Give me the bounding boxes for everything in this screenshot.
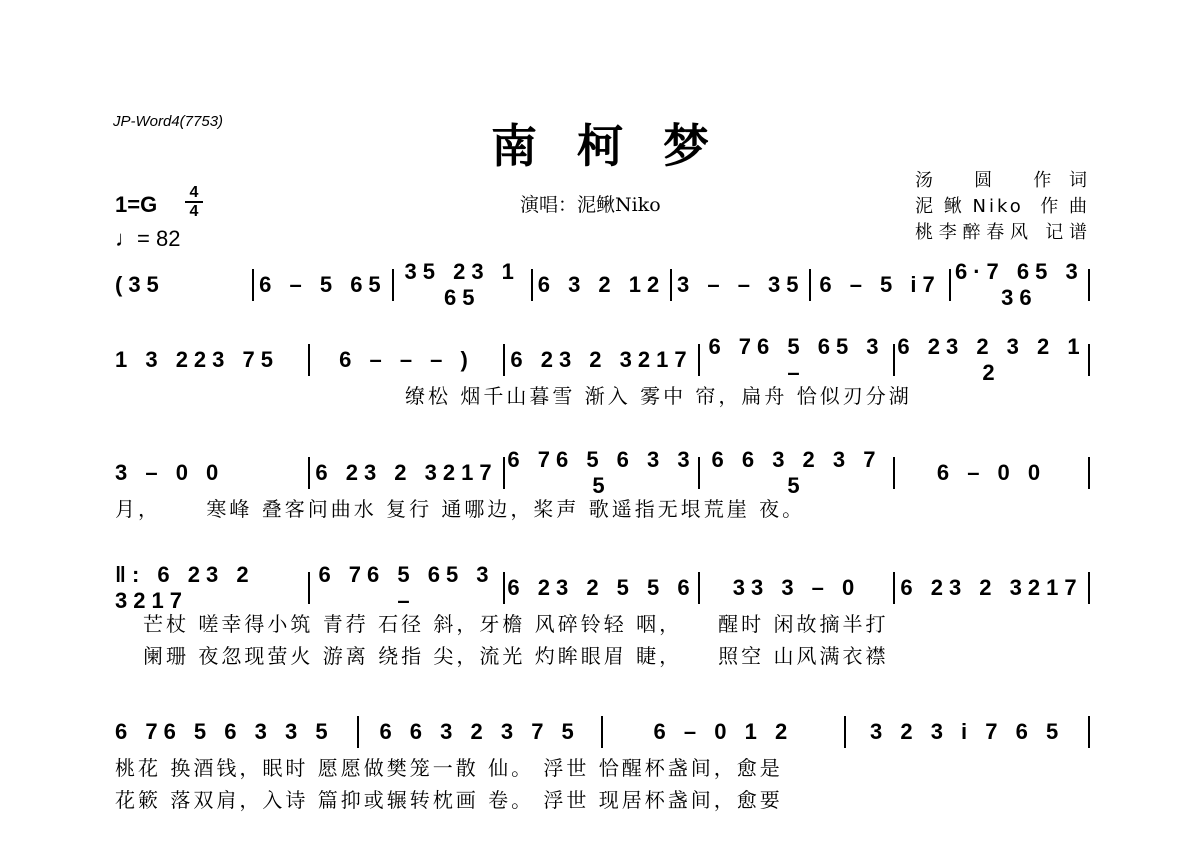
staff-line-1 xyxy=(115,259,1090,310)
measure: 3 2 3 i 7 6 5 xyxy=(870,719,1065,744)
lyricist-credit: 汤 圆 作词 xyxy=(915,170,1090,191)
barline xyxy=(1088,572,1090,604)
notation-row xyxy=(115,447,1090,498)
lyrics-verse-2: 阑珊 夜忽现萤火 游离 绕指 尖，流光 灼眸眼眉 睫， 照空 山风满衣襟 xyxy=(143,644,889,668)
measure: 3 – – 35 xyxy=(677,272,805,297)
measure: 6 6 3 2 3 7 5 xyxy=(711,447,882,498)
composer-credit: 泥鳅Niko 作曲 xyxy=(915,196,1090,217)
time-top: 4 xyxy=(189,184,199,201)
measure: 33 3 – 0 xyxy=(732,575,861,600)
measure: 6 6 3 2 3 7 5 xyxy=(379,719,580,744)
staff-line-3 xyxy=(115,447,1090,525)
staff-line-4 xyxy=(115,562,1090,672)
song-title: 南柯梦 xyxy=(491,119,749,173)
notation-row xyxy=(115,334,1090,385)
credits-block xyxy=(915,168,1090,246)
measure: 6 23 2 3217 xyxy=(315,460,498,485)
measure: 6 – 0 0 xyxy=(936,460,1047,485)
barline xyxy=(1088,344,1090,376)
source-label: JP-Word4(7753) xyxy=(113,113,224,130)
measure: 6 76 5 65 3 – xyxy=(318,562,495,613)
measure: 3 – 0 0 xyxy=(115,460,225,485)
time-signature xyxy=(183,184,205,220)
measure: (35 xyxy=(115,272,165,297)
measure: 6 76 5 65 3 – xyxy=(708,334,885,385)
measure: 6 23 2 3217 xyxy=(900,575,1083,600)
notation-row xyxy=(115,712,1090,752)
tempo-marking: ♩= 82 xyxy=(115,226,181,251)
lyrics-verse-1: 芒杖 嗟幸得小筑 青荇 石径 斜，牙檐 风碎铃轻 咽， 醒时 闲故摘半打 xyxy=(143,612,889,636)
measure: ‖: 6 23 2 3217 xyxy=(115,562,255,613)
time-bottom: 4 xyxy=(189,203,199,220)
barline xyxy=(1088,457,1090,489)
notation-row xyxy=(115,562,1090,613)
measure: 1 3 223 75 xyxy=(115,347,279,372)
barline xyxy=(1088,269,1090,301)
singer-credit: 演唱：泥鳅Niko xyxy=(520,194,661,216)
key-signature: 1=G xyxy=(115,192,158,217)
measure: 6 23 2 3217 xyxy=(510,347,693,372)
notation-row xyxy=(115,259,1090,310)
measure: 6·7 65 3 36 xyxy=(954,259,1084,310)
measure: 6 23 2 5 5 6 xyxy=(507,575,696,600)
lyrics-verse-1: 桃花 换酒钱，眠时 愿愿做樊笼一散 仙。 浮世 恰醒杯盏间，愈是 xyxy=(115,756,783,780)
lyrics-verse-2: 花簌 落双肩，入诗 篇抑或辗转枕画 卷。 浮世 现居杯盏间，愈要 xyxy=(115,788,783,812)
staff-line-2 xyxy=(115,334,1090,412)
measure: 6 – 0 1 2 xyxy=(653,719,794,744)
measure: 6 – – – ) xyxy=(339,347,474,372)
measure: 6 – 5 65 xyxy=(259,272,387,297)
lyrics-verse-1: 月， 寒峰 叠客问曲水 复行 通哪边，桨声 歌遥指无垠荒崖 夜。 xyxy=(115,497,806,521)
measure: 6 76 5 6 3 3 5 xyxy=(115,719,334,744)
staff-line-5 xyxy=(115,712,1090,816)
transcriber-credit: 桃李醉春风 记谱 xyxy=(915,222,1090,243)
measure: 6 – 5 i7 xyxy=(819,272,941,297)
barline xyxy=(1088,716,1090,748)
measure: 35 23 1 65 xyxy=(404,259,520,310)
measure: 6 3 2 12 xyxy=(537,272,666,297)
measure: 6 76 5 6 3 3 5 xyxy=(507,447,696,498)
measure: 6 23 2 3 2 1 2 xyxy=(897,334,1086,385)
lyrics-verse-1: 缭松 烟千山暮雪 渐入 雾中 帘，扁舟 恰似刃分湖 xyxy=(405,384,912,408)
